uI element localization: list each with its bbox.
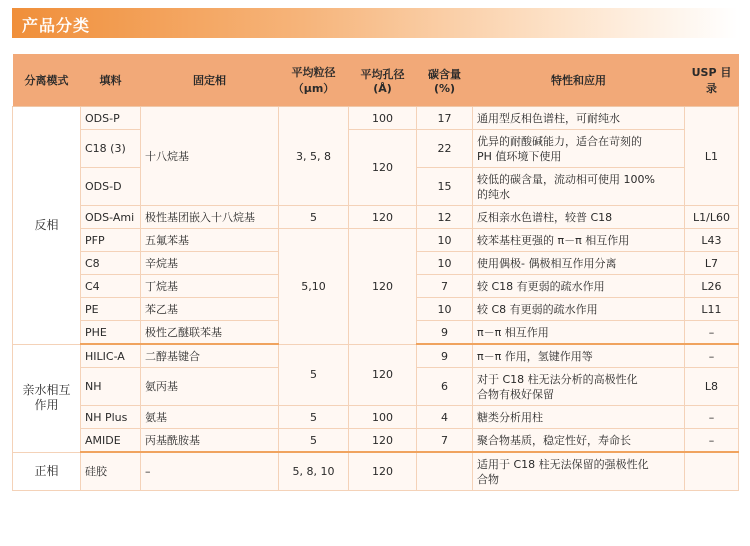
usp-cell: – <box>685 344 739 368</box>
mode-hilic: 亲水相互 作用 <box>13 344 81 452</box>
phase-cell: 辛烷基 <box>141 252 279 275</box>
header-mode: 分离模式 <box>13 54 81 107</box>
page-title: 产品分类 <box>22 16 91 35</box>
application-cell: 反相亲水色谱柱，较普 C18 <box>473 206 685 229</box>
usp-cell: L43 <box>685 229 739 252</box>
mode-reversed: 反相 <box>13 107 81 345</box>
carbon-cell <box>417 452 473 491</box>
application-cell: 较苯基柱更强的 π－π 相互作用 <box>473 229 685 252</box>
carbon-cell: 22 <box>417 130 473 168</box>
table-row <box>13 130 739 168</box>
application-cell: 较 C8 有更弱的疏水作用 <box>473 298 685 321</box>
carbon-cell: 7 <box>417 429 473 453</box>
table-row <box>13 406 739 429</box>
packing-cell: NH Plus <box>81 406 141 429</box>
header-usp: USP 目录 <box>685 54 739 107</box>
application-cell: 适用于 C18 柱无法保留的强极性化 合物 <box>473 452 685 491</box>
carbon-cell: 9 <box>417 344 473 368</box>
carbon-cell: 10 <box>417 229 473 252</box>
packing-cell: NH <box>81 368 141 406</box>
packing-cell: ODS-Ami <box>81 206 141 229</box>
carbon-cell: 10 <box>417 252 473 275</box>
application-cell: 较 C18 有更弱的疏水作用 <box>473 275 685 298</box>
mode-normal: 正相 <box>13 452 81 491</box>
phase-cell: 十八烷基 <box>141 107 279 206</box>
packing-cell: AMIDE <box>81 429 141 453</box>
carbon-cell: 10 <box>417 298 473 321</box>
packing-cell: PHE <box>81 321 141 345</box>
usp-cell: L1 <box>685 107 739 206</box>
pore-cell: 120 <box>349 130 417 206</box>
header-application: 特性和应用 <box>473 54 685 107</box>
phase-cell: – <box>141 452 279 491</box>
application-cell: 对于 C18 柱无法分析的高极性化 合物有极好保留 <box>473 368 685 406</box>
carbon-cell: 4 <box>417 406 473 429</box>
phase-cell: 氨丙基 <box>141 368 279 406</box>
carbon-cell: 6 <box>417 368 473 406</box>
header-particle: 平均粒径 （μm） <box>279 54 349 107</box>
phase-cell: 丁烷基 <box>141 275 279 298</box>
carbon-cell: 7 <box>417 275 473 298</box>
application-cell: 优异的耐酸碱能力，适合在苛刻的 PH 值环境下使用 <box>473 130 685 168</box>
carbon-cell: 12 <box>417 206 473 229</box>
pore-cell: 120 <box>349 344 417 406</box>
particle-cell: 5 <box>279 206 349 229</box>
carbon-cell: 9 <box>417 321 473 345</box>
packing-cell: PE <box>81 298 141 321</box>
header-packing: 填料 <box>81 54 141 107</box>
header-row <box>13 54 739 107</box>
usp-cell: L7 <box>685 252 739 275</box>
phase-cell: 氨基 <box>141 406 279 429</box>
packing-cell: ODS-D <box>81 168 141 206</box>
usp-cell: – <box>685 429 739 453</box>
phase-cell: 二醇基键合 <box>141 344 279 368</box>
pore-cell: 100 <box>349 406 417 429</box>
table-row <box>13 429 739 453</box>
application-cell: 聚合物基质，稳定性好，寿命长 <box>473 429 685 453</box>
particle-cell: 5 <box>279 406 349 429</box>
header-phase: 固定相 <box>141 54 279 107</box>
application-cell: 较低的碳含量，流动相可使用 100% 的纯水 <box>473 168 685 206</box>
application-cell: 糖类分析用柱 <box>473 406 685 429</box>
packing-cell: PFP <box>81 229 141 252</box>
packing-cell: C8 <box>81 252 141 275</box>
carbon-cell: 17 <box>417 107 473 130</box>
packing-cell: C18 (3) <box>81 130 141 168</box>
phase-cell: 极性乙醚联苯基 <box>141 321 279 345</box>
application-cell: π－π 相互作用 <box>473 321 685 345</box>
usp-cell: – <box>685 406 739 429</box>
usp-cell <box>685 452 739 491</box>
particle-cell: 3, 5, 8 <box>279 107 349 206</box>
usp-cell: L26 <box>685 275 739 298</box>
application-cell: 通用型反相色谱柱，可耐纯水 <box>473 107 685 130</box>
carbon-cell: 15 <box>417 168 473 206</box>
particle-cell: 5 <box>279 344 349 406</box>
table-row <box>13 344 739 368</box>
table-row <box>13 107 739 130</box>
header-carbon: 碳含量 (%) <box>417 54 473 107</box>
pore-cell: 100 <box>349 107 417 130</box>
phase-cell: 五氟苯基 <box>141 229 279 252</box>
packing-cell: 硅胶 <box>81 452 141 491</box>
pore-cell: 120 <box>349 452 417 491</box>
title-banner <box>12 8 738 38</box>
pore-cell: 120 <box>349 429 417 453</box>
particle-cell: 5 <box>279 429 349 453</box>
phase-cell: 极性基团嵌入十八烷基 <box>141 206 279 229</box>
application-cell: π－π 作用，氢键作用等 <box>473 344 685 368</box>
packing-cell: HILIC-A <box>81 344 141 368</box>
particle-cell: 5,10 <box>279 229 349 345</box>
packing-cell: C4 <box>81 275 141 298</box>
application-cell: 使用偶极- 偶极相互作用分离 <box>473 252 685 275</box>
header-pore: 平均孔径 (Å) <box>349 54 417 107</box>
packing-cell: ODS-P <box>81 107 141 130</box>
phase-cell: 丙基酰胺基 <box>141 429 279 453</box>
table-row <box>13 206 739 229</box>
pore-cell: 120 <box>349 206 417 229</box>
usp-cell: L1/L60 <box>685 206 739 229</box>
phase-cell: 苯乙基 <box>141 298 279 321</box>
particle-cell: 5, 8, 10 <box>279 452 349 491</box>
table-row <box>13 452 739 491</box>
product-classification-table <box>12 54 739 491</box>
usp-cell: L8 <box>685 368 739 406</box>
pore-cell: 120 <box>349 229 417 345</box>
usp-cell: L11 <box>685 298 739 321</box>
usp-cell: – <box>685 321 739 345</box>
table-row <box>13 229 739 252</box>
